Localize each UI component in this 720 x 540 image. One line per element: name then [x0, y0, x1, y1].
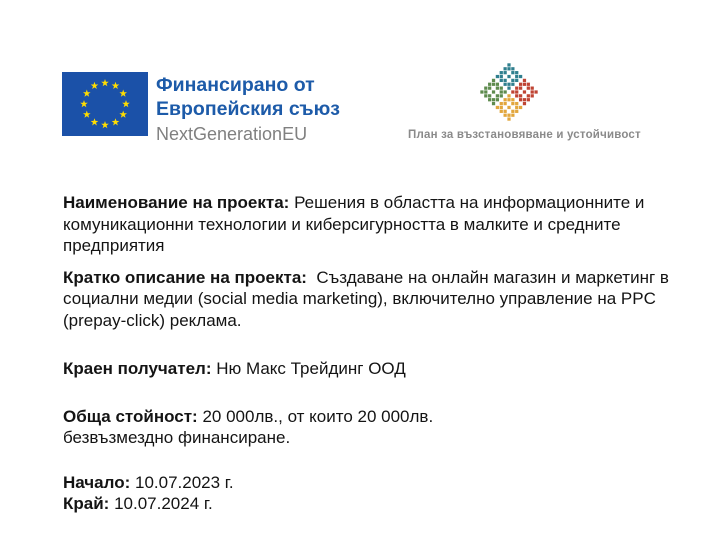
project-description-value: Създаване на онлайн магазин и маркетинг в социални медии (social media marketing), включително управление на PPC (prepay-click) реклама. — [63, 267, 669, 330]
end-date-label: Край: — [63, 494, 110, 513]
recovery-plan-caption: План за възстановяване и устойчивост — [408, 129, 641, 141]
eu-funding-line2: Европейския съюз — [156, 98, 340, 120]
eu-funding-text — [156, 72, 340, 145]
start-date-value: 10.07.2023 г. — [135, 472, 234, 492]
project-name-value: Решения в областта на информационните и комуникационни технологии и киберсигурността в малките и средните предприятия — [63, 193, 645, 255]
eu-funding-logo — [62, 72, 340, 145]
start-date-label: Начало: — [63, 472, 131, 492]
total-value-amount: 20 000лв., от които 20 000лв. — [202, 406, 434, 426]
recovery-plan-logo — [408, 63, 641, 141]
project-description-label: Кратко описание на проекта: — [63, 267, 307, 287]
nextgeneration-eu-label: NextGenerationEU — [156, 124, 308, 144]
end-date-paragraph — [63, 493, 673, 515]
project-name-label: Наименование на проекта: — [63, 193, 290, 212]
recovery-plan-mosaic-icon — [480, 63, 538, 121]
project-info-text — [63, 192, 673, 515]
eu-funding-line1: Финансирано от — [156, 74, 315, 96]
total-value-label: Обща стойност: — [63, 406, 198, 426]
beneficiary-value: Ню Макс Трейдинг ООД — [216, 359, 406, 378]
end-date-value: 10.07.2024 г. — [114, 494, 213, 513]
eu-flag-icon — [62, 72, 148, 136]
total-value-paragraph — [63, 406, 673, 449]
beneficiary-paragraph — [63, 358, 673, 380]
start-date-paragraph — [63, 472, 673, 494]
project-description-paragraph — [63, 267, 673, 332]
beneficiary-label: Краен получател: — [63, 359, 212, 378]
total-value-grant-note: безвъзмездно финансиране. — [63, 428, 291, 447]
project-name-paragraph — [63, 192, 673, 257]
